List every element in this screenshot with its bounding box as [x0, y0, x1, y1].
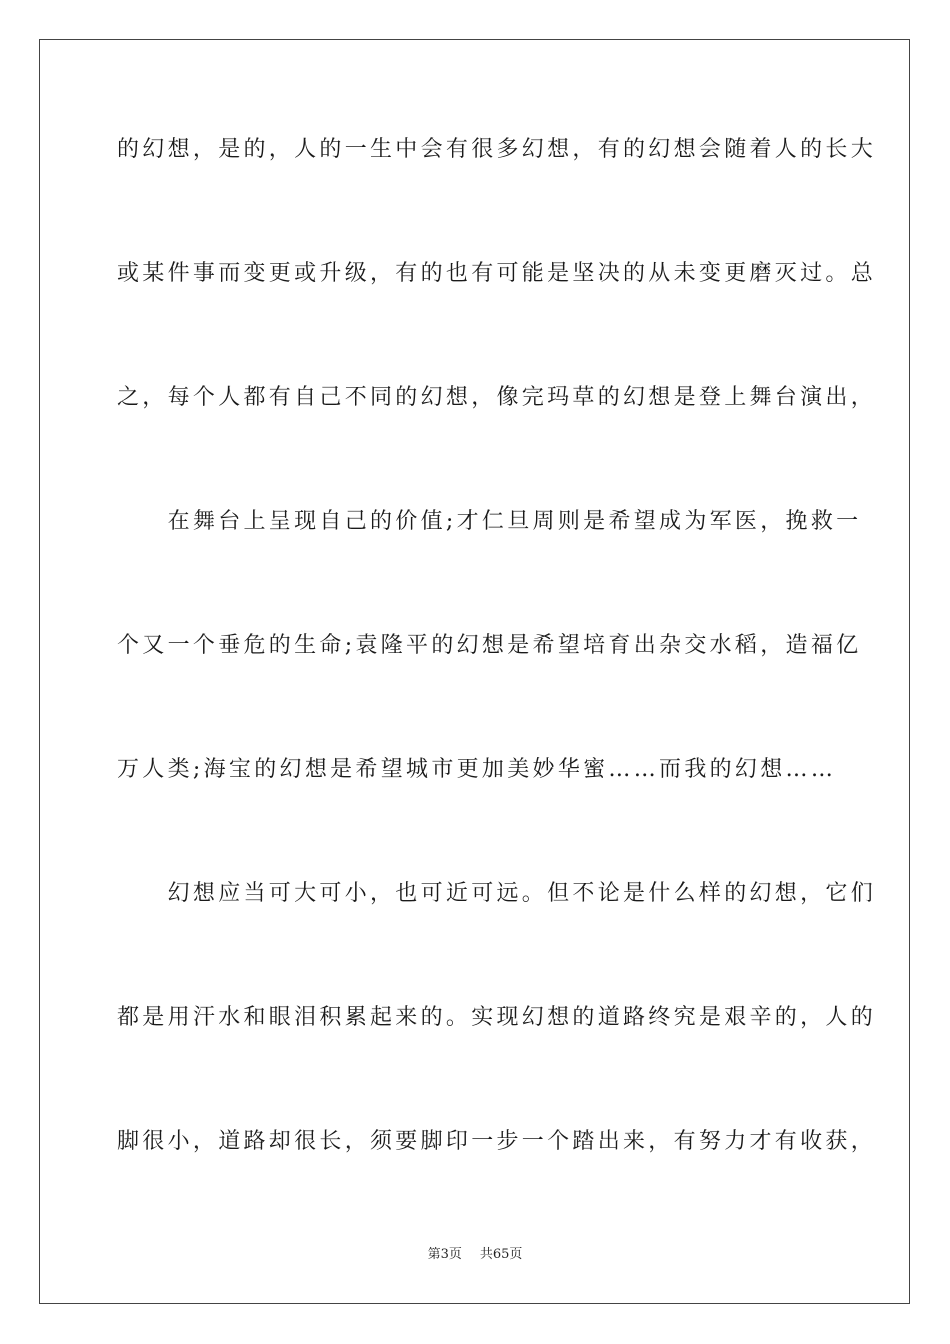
body-text-line: 万人类;海宝的幻想是希望城市更加美妙华蜜……而我的幻想…… [117, 757, 837, 782]
body-text-line: 个又一个垂危的生命;袁隆平的幻想是希望培育出杂交水稻，造福亿 [117, 633, 862, 658]
body-text-line: 或某件事而变更或升级，有的也有可能是坚决的从未变更磨灭过。总 [117, 261, 877, 286]
page-total: 共65页 [479, 1247, 523, 1262]
body-text-line: 的幻想，是的，人的一生中会有很多幻想，有的幻想会随着人的长大 [117, 137, 877, 162]
page-footer [0, 1246, 950, 1264]
body-text-line: 在舞台上呈现自己的价值;才仁旦周则是希望成为军医，挽救一 [117, 509, 862, 534]
body-text-line: 脚很小，道路却很长，须要脚印一步一个踏出来，有努力才有收获， [117, 1129, 877, 1154]
body-text-line: 都是用汗水和眼泪积累起来的。实现幻想的道路终究是艰辛的，人的 [117, 1005, 877, 1030]
page-border [39, 39, 910, 1304]
page-number: 第3页 [427, 1247, 462, 1262]
body-text-line: 之，每个人都有自己不同的幻想，像完玛草的幻想是登上舞台演出， [117, 385, 877, 410]
body-text-line: 幻想应当可大可小，也可近可远。但不论是什么样的幻想，它们 [117, 881, 877, 906]
